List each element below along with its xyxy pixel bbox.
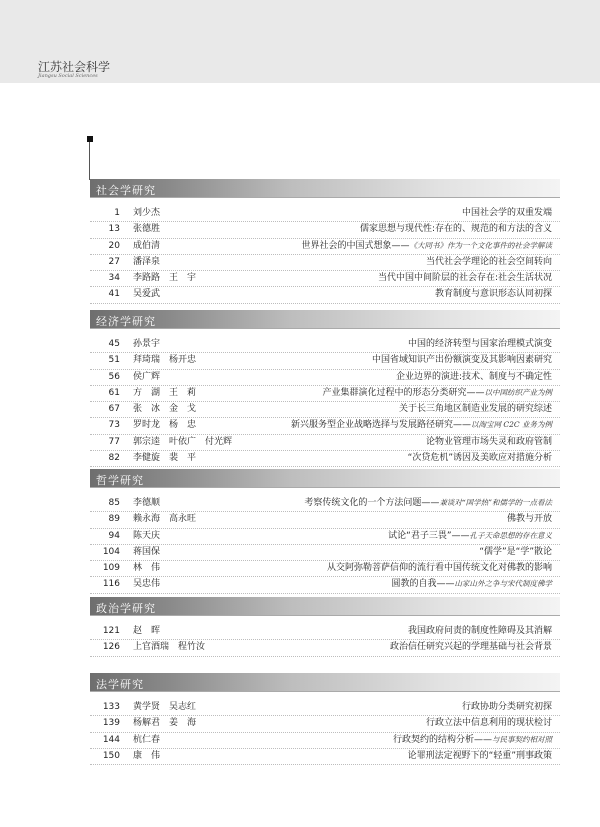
entry-title-group xyxy=(388,529,552,543)
toc-entry[interactable] xyxy=(90,370,560,386)
entry-list xyxy=(90,206,560,304)
section-title: 经济学研究 xyxy=(96,315,156,328)
entry-page-number: 121 xyxy=(102,626,120,636)
toc-section xyxy=(90,597,560,657)
entry-title: 教育制度与意识形态认同初探 xyxy=(434,289,552,300)
entry-title-group xyxy=(462,206,552,220)
entry-subtitle: 与民事契约相对照 xyxy=(492,734,552,744)
entry-page-number: 144 xyxy=(102,734,120,745)
entry-authors: 张 冰 金 戈 xyxy=(133,404,197,415)
entry-authors: 孙景宇 xyxy=(133,339,161,349)
entry-title: 中国省域知识产出份额演变及其影响因素研究 xyxy=(371,355,552,366)
entry-page-number: 20 xyxy=(108,240,120,251)
entry-authors: 林 伟 xyxy=(133,563,161,574)
entry-subtitle: 《大同书》作为一个文化事件的社会学解读 xyxy=(409,240,552,250)
entry-authors: 蒋国保 xyxy=(133,546,161,557)
entry-title: 从交阿弥勒菩萨信仰的流行看中国传统文化对佛教的影响 xyxy=(326,563,552,574)
entry-title-group xyxy=(507,512,552,526)
entry-page-number: 116 xyxy=(102,579,120,590)
entry-title: 论罪刑法定视野下的“轻重”刑事政策 xyxy=(407,750,552,761)
entry-authors: 李健旋 裴 平 xyxy=(133,453,197,464)
toc-section xyxy=(90,673,560,765)
entry-page-number: 51 xyxy=(108,355,120,366)
toc-section xyxy=(90,469,560,594)
entry-title: 考察传统文化的一个方法问题—— xyxy=(304,498,440,508)
toc-entry[interactable] xyxy=(90,337,560,353)
entry-page-number: 126 xyxy=(102,642,120,653)
entry-authors: 罗时龙 杨 忠 xyxy=(133,420,197,431)
entry-page-number: 41 xyxy=(108,289,120,300)
entry-title: 中国社会学的双重发端 xyxy=(461,208,552,218)
toc-entry[interactable] xyxy=(90,435,560,451)
entry-title-group xyxy=(301,239,552,253)
section-header xyxy=(90,673,560,692)
toc-entry[interactable] xyxy=(90,561,560,577)
section-header xyxy=(90,310,560,329)
entry-authors: 吴爱武 xyxy=(133,289,161,300)
entry-title-group xyxy=(390,640,552,654)
toc-entry[interactable] xyxy=(90,353,560,369)
entry-title: 试论“君子三畏”—— xyxy=(388,530,470,541)
entry-title: 圆教的自我—— xyxy=(391,579,455,590)
section-title: 法学研究 xyxy=(96,678,144,691)
entry-subtitle: 兼谈对“国学热”和儒学的一点看法 xyxy=(439,498,552,507)
entry-page-number: 73 xyxy=(108,420,120,431)
entry-authors: 康 伟 xyxy=(133,750,161,761)
entry-title: 政治信任研究兴起的学理基础与社会背景 xyxy=(389,642,552,653)
toc-entry[interactable] xyxy=(90,418,560,434)
entry-authors: 方 湖 王 莉 xyxy=(133,387,197,398)
entry-title-group xyxy=(408,451,552,465)
entry-page-number: 61 xyxy=(108,387,120,398)
toc-entry[interactable] xyxy=(90,545,560,561)
entry-subtitle: 孔子天命思想的存在意义 xyxy=(469,530,552,540)
entry-page-number: 45 xyxy=(108,339,120,349)
entry-authors: 拜琦瑞 杨开忠 xyxy=(133,355,197,366)
entry-page-number: 67 xyxy=(108,404,120,415)
section-header xyxy=(90,179,560,198)
entry-authors: 成伯清 xyxy=(133,240,161,251)
toc-entry[interactable] xyxy=(90,577,560,593)
entry-title: 关于长三角地区制造业发展的研究综述 xyxy=(398,404,552,415)
toc-entry[interactable] xyxy=(90,640,560,656)
toc-entry[interactable] xyxy=(90,255,560,271)
entry-title: 行政立法中信息利用的现状检讨 xyxy=(425,718,552,729)
journal-title: 江苏社会科学 xyxy=(38,60,111,74)
entry-page-number: 89 xyxy=(108,514,120,525)
entry-authors: 张德胜 xyxy=(133,224,161,235)
entry-authors: 郭宗逵 叶依广 付光辉 xyxy=(133,436,233,447)
entry-title-group xyxy=(396,370,552,384)
entry-list xyxy=(90,337,560,467)
toc-entry[interactable] xyxy=(90,700,560,716)
entry-title-group xyxy=(408,749,552,763)
entry-title: 当代中国中间阶层的社会存在:社会生活状况 xyxy=(377,273,552,284)
entry-title: 行政契约的结构分析—— xyxy=(392,734,492,745)
toc-section xyxy=(90,179,560,304)
entry-subtitle: 以中国纺织产业为例 xyxy=(484,387,552,397)
section-title: 哲学研究 xyxy=(96,474,144,487)
entry-title: 我国政府问责的制度性障碍及其消解 xyxy=(407,626,552,636)
entry-authors: 杭仁春 xyxy=(133,734,161,745)
toc-entry[interactable] xyxy=(90,451,560,467)
entry-authors: 杨解君 姜 海 xyxy=(133,718,197,729)
entry-title-group xyxy=(408,624,552,638)
section-title: 政治学研究 xyxy=(96,602,156,615)
entry-authors: 上官酒瑞 程竹汝 xyxy=(133,642,206,653)
entry-authors: 潘泽泉 xyxy=(133,256,161,267)
entry-page-number: 56 xyxy=(108,371,120,382)
entry-title-group xyxy=(304,496,552,510)
entry-title-group xyxy=(426,716,552,730)
entry-authors: 李德顺 xyxy=(133,498,161,508)
entry-title-group xyxy=(291,418,552,432)
entry-page-number: 133 xyxy=(102,702,120,712)
entry-authors: 赵 晖 xyxy=(133,626,161,636)
section-header xyxy=(90,469,560,488)
toc-entry[interactable] xyxy=(90,496,560,512)
entry-title: “次贷危机”诱因及美欧应对措施分析 xyxy=(407,453,552,464)
entry-page-number: 13 xyxy=(108,224,120,235)
entry-page-number: 150 xyxy=(102,750,120,761)
entry-list xyxy=(90,624,560,657)
toc-entry[interactable] xyxy=(90,239,560,255)
entry-authors: 吴忠伟 xyxy=(133,579,161,590)
section-header xyxy=(90,597,560,616)
entry-authors: 刘少杰 xyxy=(133,208,161,218)
entry-title-group xyxy=(435,287,552,301)
toc-entry[interactable] xyxy=(90,206,560,222)
entry-page-number: 94 xyxy=(108,530,120,541)
toc-entry[interactable] xyxy=(90,271,560,287)
entry-title-group xyxy=(372,353,552,367)
entry-page-number: 104 xyxy=(102,546,120,557)
entry-title: 世界社会的中国式想象—— xyxy=(301,240,410,251)
entry-page-number: 82 xyxy=(108,453,120,464)
entry-page-number: 34 xyxy=(108,273,120,284)
entry-page-number: 77 xyxy=(108,436,120,447)
entry-title: 佛教与开放 xyxy=(506,514,552,525)
entry-title: 行政协助分类研究初探 xyxy=(461,702,552,712)
toc-entry[interactable] xyxy=(90,287,560,303)
toc-entry[interactable] xyxy=(90,512,560,528)
entry-title-group xyxy=(327,561,552,575)
entry-authors: 李路路 王 宇 xyxy=(133,273,197,284)
square-marker-icon xyxy=(87,136,93,142)
entry-title: 产业集群演化过程中的形态分类研究—— xyxy=(322,387,485,398)
entry-title: 企业边界的演进:技术、制度与不确定性 xyxy=(395,371,552,382)
entry-title-group xyxy=(462,700,552,714)
entry-title-group xyxy=(322,386,552,400)
entry-title: 儒家思想与现代性:存在的、规范的和方法的含义 xyxy=(359,224,552,235)
entry-page-number: 109 xyxy=(102,563,120,574)
entry-page-number: 27 xyxy=(108,256,120,267)
entry-title-group xyxy=(426,435,552,449)
toc-entry[interactable] xyxy=(90,733,560,749)
entry-authors: 赖永海 高永旺 xyxy=(133,514,197,525)
toc-entry[interactable] xyxy=(90,749,560,765)
entry-page-number: 139 xyxy=(102,718,120,729)
entry-subtitle: 以淘宝网 C2C 业务为例 xyxy=(470,420,552,430)
toc-entry[interactable] xyxy=(90,222,560,238)
entry-title-group xyxy=(378,271,552,285)
entry-title: 当代社会学理论的社会空间转向 xyxy=(425,256,552,267)
entry-title: 论物业管理市场失灵和政府管制 xyxy=(425,436,552,447)
section-title: 社会学研究 xyxy=(96,184,156,197)
entry-page-number: 1 xyxy=(114,208,120,218)
entry-list xyxy=(90,496,560,594)
toc-entry[interactable] xyxy=(90,386,560,402)
entry-title: “儒学”是“学”散论 xyxy=(479,546,552,557)
entry-title: 中国的经济转型与国家治理模式演变 xyxy=(407,339,552,349)
entry-page-number: 85 xyxy=(108,498,120,508)
entry-subtitle: 山家山外之争与宋代制度佛学 xyxy=(454,579,552,589)
entry-title: 新兴服务型企业战略选择与发展路径研究—— xyxy=(290,420,471,431)
toc-entry[interactable] xyxy=(90,529,560,545)
toc-entry[interactable] xyxy=(90,402,560,418)
entry-title-group xyxy=(391,577,552,591)
entry-authors: 侯广辉 xyxy=(133,371,161,382)
entry-title-group xyxy=(479,545,552,559)
entry-title-group xyxy=(408,337,552,351)
entry-list xyxy=(90,700,560,765)
entry-title-group xyxy=(399,402,552,416)
entry-title-group xyxy=(360,222,552,236)
toc-entry[interactable] xyxy=(90,624,560,640)
entry-title-group xyxy=(426,255,552,269)
journal-subtitle: Jiangsu Social Sciences xyxy=(38,73,98,79)
entry-title-group xyxy=(393,733,552,747)
toc-entry[interactable] xyxy=(90,716,560,732)
toc-section xyxy=(90,310,560,467)
entry-authors: 陈天庆 xyxy=(133,530,161,541)
vertical-rule xyxy=(89,142,90,180)
entry-authors: 黄学贤 吴志红 xyxy=(133,702,197,712)
